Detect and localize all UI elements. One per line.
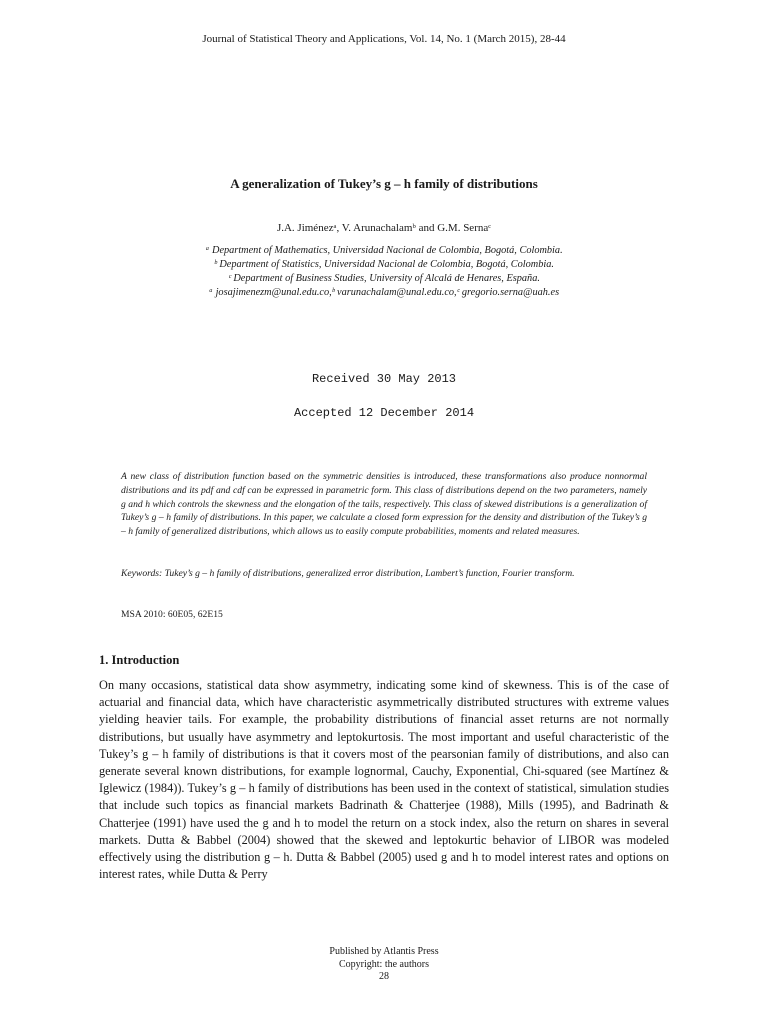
introduction-paragraph: On many occasions, statistical data show asymmetry, indicating some kind of skewness. This is of the case of actuarial and financial data, which have characteristic asymmetrically distributed structures with extreme values yielding heavier tails. For example, the probability distributions of financial asset returns are not normally distributions, but usually have asymmetry and leptokurtosis. The most important and useful characteristic of the Tukey’s g – h family of distributions is that it covers most of the pearsonian family of distributions, and also can generate several known distributions, for example lognormal, Cauchy, Exponential, Chi-squared (see Martínez & Iglewicz (1984)). Tukey’s g – h family of distributions has been used in the context of statistical, simulation studies that include such topics as financial markets Badrinath & Chatterjee (1988), Mills (1995), and Badrinath & Chatterjee (1991) have used the g and h to model the return on a stock index, also the return on shares in several markets. Dutta & Babbel (2004) showed that the skewed and leptokurtic behavior of LIBOR was modeled effectively using the distribution g – h. Dutta & Babbel (2005) used g and h to model interest rates and options on interest rates, while Dutta & Perry xyxy=(99,678,669,882)
running-head: Journal of Statistical Theory and Applications, Vol. 14, No. 1 (March 2015), 28-44 xyxy=(202,33,566,45)
copyright-line: Copyright: the authors xyxy=(339,958,429,970)
affiliation-business: ᶜ Department of Business Studies, University of Alcalá de Henares, España. xyxy=(228,273,540,284)
affiliation-math: ᵃ Department of Mathematics, Universidad Nacional de Colombia, Bogotá, Colombia. xyxy=(205,245,563,256)
affiliation-statistics: ᵇ Department of Statistics, Universidad Nacional de Colombia, Bogotá, Colombia. xyxy=(214,259,554,270)
affiliation-list xyxy=(0,244,768,300)
page-footer xyxy=(0,946,768,984)
paper-title: A generalization of Tukey’s g – h family of distributions xyxy=(230,176,538,191)
received-date: Received 30 May 2013 xyxy=(311,372,457,386)
accepted-date: Accepted 12 December 2014 xyxy=(293,406,475,420)
msa-classification: MSA 2010: 60E05, 62E15 xyxy=(121,609,223,620)
keywords: Keywords: Tukey’s g – h family of distributions, generalized error distribution, Lambert’s function, Fourier transform. xyxy=(121,568,575,579)
page-number: 28 xyxy=(379,971,389,982)
abstract: A new class of distribution function based on the symmetric densities is introduced, these transformations also produce nonnormal distributions and its pdf and cdf can be expressed in parametric form. This class of distributions depend on the two parameters, namely g and h which controls the skewness and the elongation of the tails, respectively. This class of skewed distributions is a generalization of Tukey’s g – h family of distributions. In this paper, we calculate a closed form expression for the density and distribution of the Tukey’s g – h family of generalized distributions, which allows us to easily compute probabilities, moments and related measures. xyxy=(121,471,647,538)
section-heading-introduction: 1. Introduction xyxy=(99,653,180,667)
author-list: J.A. Jiménezᵃ, V. Arunachalamᵇ and G.M. Sernaᶜ xyxy=(276,222,492,234)
author-emails: ᵃ josajimenezm@unal.edu.co,ᵇ varunachalam@unal.edu.co,ᶜ gregorio.serna@uah.es xyxy=(208,287,560,298)
publisher-line: Published by Atlantis Press xyxy=(329,946,439,957)
